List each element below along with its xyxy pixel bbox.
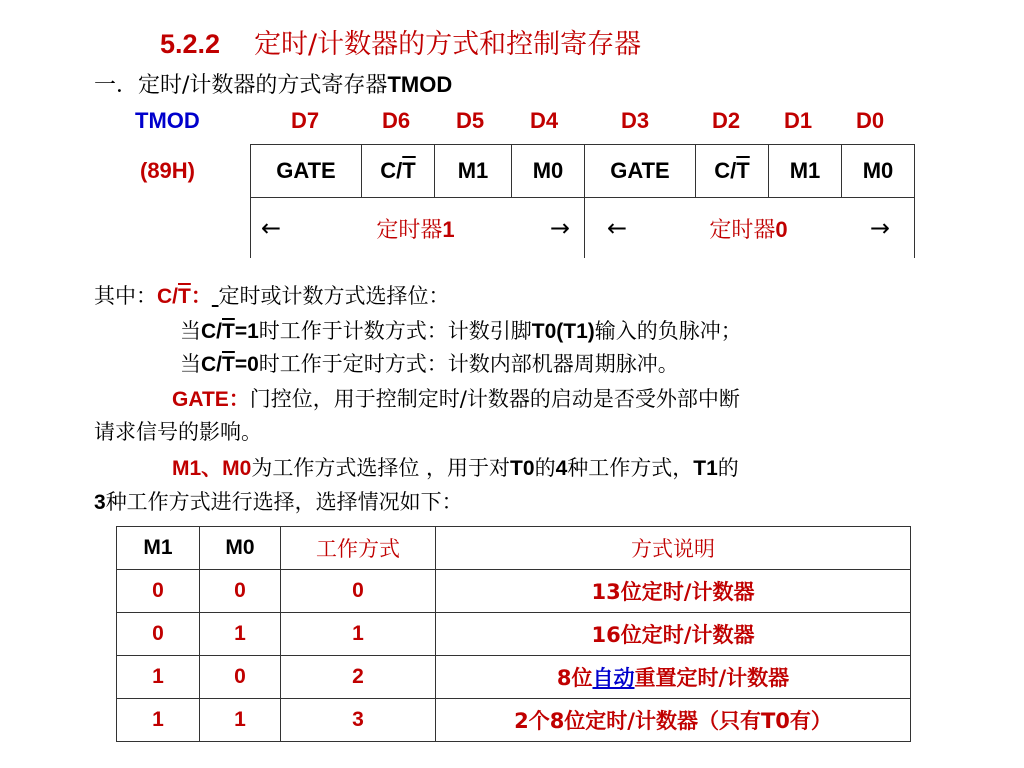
cell-mode: 2 — [281, 656, 436, 699]
cell-desc: 13位定时/计数器 — [436, 570, 911, 613]
bit-cell-d7: GATE — [251, 145, 362, 198]
table-row — [117, 570, 911, 613]
cell-m0: 0 — [200, 656, 281, 699]
bit-cell-d0: M0 — [842, 145, 915, 198]
gate-explanation-cont: 请求信号的影响。 — [94, 420, 262, 444]
ct-line-timer: 当$C/\overline{T}=0$时工作于定时方式：计数内部机器周期脉冲。 — [180, 352, 679, 376]
bit-label-d5: D5 — [455, 108, 485, 133]
section-heading — [160, 22, 641, 61]
bit-label-d2: D2 — [711, 108, 741, 133]
cell-m0: 1 — [200, 699, 281, 742]
cell-desc: 8位自动重置定时/计数器 — [436, 656, 911, 699]
bit-cell-d4: M0 — [512, 145, 585, 198]
mode-explanation-cont: 3种工作方式进行选择，选择情况如下： — [94, 490, 463, 514]
cell-desc: 16位定时/计数器 — [436, 613, 911, 656]
ct-term: $C/\overline{T}$： — [157, 285, 212, 308]
subsection-prefix: 一． — [94, 73, 139, 98]
right-arrow-icon: → — [869, 214, 890, 242]
left-arrow-icon: ← — [607, 214, 628, 242]
subsection-title — [94, 68, 452, 99]
cell-m1: 1 — [117, 699, 200, 742]
bit-label-d0: D0 — [855, 108, 885, 133]
bit-label-d1: D1 — [783, 108, 813, 133]
left-arrow-icon: ← — [261, 214, 282, 242]
section-number: 5.2.2 — [160, 29, 221, 59]
bit-label-d4: D4 — [529, 108, 559, 133]
m-term: M1、M0 — [172, 457, 252, 480]
header-mode: 工作方式 — [281, 527, 436, 570]
subsection-reg-name: TMOD — [387, 72, 453, 97]
cell-m1: 0 — [117, 570, 200, 613]
cell-desc: 2个8位定时/计数器（只有T0有） — [436, 699, 911, 742]
tmod-bits-row — [251, 145, 915, 198]
bit-label-d6: D6 — [381, 108, 411, 133]
tmod-register-table — [250, 144, 915, 258]
cell-mode: 3 — [281, 699, 436, 742]
mode-select-table — [116, 526, 911, 742]
cell-mode: 0 — [281, 570, 436, 613]
subsection-text: 定时/计数器的方式寄存器 — [138, 73, 388, 98]
ct-line-count: 当$C/\overline{T}=1$时工作于计数方式：计数引脚T0(T1)输入的负脉冲； — [180, 319, 742, 343]
cell-m1: 1 — [117, 656, 200, 699]
mode-table-header — [117, 527, 911, 570]
auto-link[interactable]: 自动 — [592, 666, 635, 690]
timer1-group — [251, 198, 585, 259]
table-row — [117, 613, 911, 656]
timer1-label: 定时器1 — [376, 216, 455, 243]
tmod-group-row — [251, 198, 915, 259]
timer0-label: 定时器0 — [709, 216, 788, 243]
bit-label-d7: D7 — [290, 108, 320, 133]
bit-cell-d1: M1 — [769, 145, 842, 198]
mode-explanation: M1、M0为工作方式选择位 ，用于对T0的4种工作方式，T1的 — [172, 456, 739, 480]
tmod-label: TMOD — [135, 108, 200, 133]
header-desc: 方式说明 — [436, 527, 911, 570]
header-m0: M0 — [200, 527, 281, 570]
gate-explanation: GATE：门控位，用于控制定时/计数器的启动是否受外部中断 — [172, 387, 740, 411]
bit-cell-d2: $C/\overline{T}$ — [696, 145, 769, 198]
right-arrow-icon: → — [549, 214, 570, 242]
cell-m1: 0 — [117, 613, 200, 656]
timer0-group — [585, 198, 915, 259]
ct-explanation: 其中：$C/\overline{T}$： 定时或计数方式选择位： — [94, 284, 450, 308]
bit-cell-d3: GATE — [585, 145, 696, 198]
tmod-address: (89H) — [140, 158, 196, 183]
cell-mode: 1 — [281, 613, 436, 656]
gate-term: GATE： — [172, 388, 250, 411]
table-row — [117, 656, 911, 699]
bit-label-d3: D3 — [620, 108, 650, 133]
bit-cell-d5: M1 — [435, 145, 512, 198]
table-row — [117, 699, 911, 742]
cell-m0: 1 — [200, 613, 281, 656]
cell-m0: 0 — [200, 570, 281, 613]
header-m1: M1 — [117, 527, 200, 570]
bit-cell-d6: $C/\overline{T}$ — [362, 145, 435, 198]
section-title: 定时/计数器的方式和控制寄存器 — [254, 29, 642, 60]
